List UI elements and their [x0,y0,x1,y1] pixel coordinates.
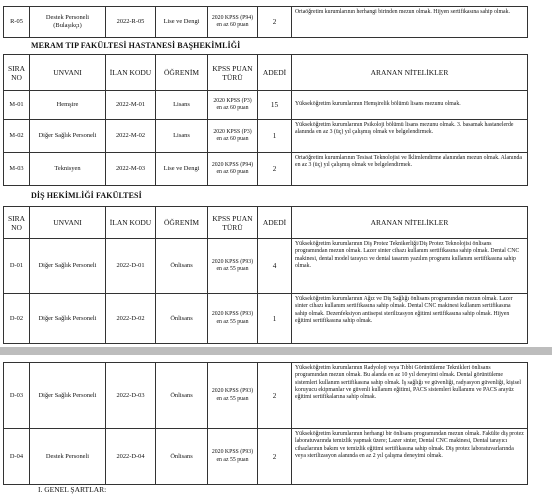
table-row [4,239,528,294]
ogrenim-cell: Lise ve Dengi [156,7,208,38]
kpss-cell: 2020 KPSS (P3) en az 60 puan [208,120,258,153]
ilan-cell: 2022-D-04 [106,429,156,485]
nitelik-cell: Yükseköğretim kurumlarının Hemşirelik bölümü lisans mezunu olmak. [292,91,528,120]
table-row [4,120,528,153]
page-break [0,347,552,355]
sira-cell: D-01 [4,239,30,294]
kpss-cell: 2020 KPSS (P3) en az 60 puan [208,91,258,120]
header-nitelik: ARANAN NİTELİKLER [292,207,528,239]
header-ogrenim: ÖĞRENİM [156,55,208,91]
sira-cell: D-02 [4,294,30,344]
ogrenim-cell: Önlisans [156,429,208,485]
dis-table [3,206,528,344]
header-unvan: UNVANI [30,207,106,239]
table-row [4,91,528,120]
table-header-row [4,207,528,239]
sira-cell: R-05 [4,7,30,38]
adet-cell: 2 [258,153,292,186]
unvan-cell: Hemşire [30,91,106,120]
ilan-cell: 2022-M-03 [106,153,156,186]
header-nitelik: ARANAN NİTELİKLER [292,55,528,91]
adet-cell: 15 [258,91,292,120]
header-adet: ADEDİ [258,207,292,239]
meram-section-title: MERAM TIP FAKÜLTESİ HASTANESİ BAŞHEKİMLİĞİ [31,41,241,50]
kpss-cell: 2020 KPSS (P93) en az 55 puan [208,363,258,429]
sira-cell: M-03 [4,153,30,186]
nitelik-cell: Ortaöğretim kurumlarının Tesisat Teknolojisi ve İklimlendirme alanından mezun olmak. Alanında en az 3 (üç) yıl çalışmış olmak ve belgelendirmek. [292,153,528,186]
header-ogrenim: ÖĞRENİM [156,207,208,239]
ogrenim-cell: Önlisans [156,239,208,294]
unvan-cell: Diğer Sağlık Personeli [30,120,106,153]
ogrenim-cell: Önlisans [156,294,208,344]
unvan-cell: Diğer Sağlık Personeli [30,239,106,294]
adet-cell: 1 [258,294,292,344]
unvan-cell: Diğer Sağlık Personeli [30,294,106,344]
header-ilan: İLAN KODU [106,55,156,91]
header-kpss: KPSS PUAN TÜRÜ [208,55,258,91]
nitelik-cell: Yükseköğretim kurumlarının Diş Protez Teknikerliği/Diş Protez Teknolojisi önlisans programından mezun olmak. Lazer sinter cihazı kullanım sertifikasına sahip olmak. Dental CNC makinesi, dental model tarayıcı ve dental tasarım yazılım programı kullanım sertifikasına sahip olmak. [292,239,528,294]
adet-cell: 1 [258,120,292,153]
dis-section-title: DİŞ HEKİMLİĞİ FAKÜLTESİ [31,191,142,200]
header-kpss: KPSS PUAN TÜRÜ [208,207,258,239]
ilan-cell: 2022-D-01 [106,239,156,294]
sira-cell: M-01 [4,91,30,120]
nitelik-cell: Yükseköğretim kurumlarının Ağız ve Diş Sağlığı önlisans programından mezun olmak. Lazer sinter cihazı kullanım sertifikasına sahip olmak. Dental CNC makinesi kullanım sertifikasına sahip olmak. Dezenfeksiyon antisepsi sterilizasyon eğitimi sertifikasına sahip olmak. Hijyen eğitimi sertifikasına sahip olmak. [292,294,528,344]
header-adet: ADEDİ [258,55,292,91]
header-ilan: İLAN KODU [106,207,156,239]
table-row [4,429,528,485]
unvan-cell: Destek Personeli [30,429,106,485]
ogrenim-cell: Lisans [156,91,208,120]
adet-cell: 2 [258,7,292,38]
table-row [4,294,528,344]
unvan-cell: Diğer Sağlık Personeli [30,363,106,429]
ilan-cell: 2022-D-03 [106,363,156,429]
nitelik-cell: Yükseköğretim kurumlarının Psikoloji bölümü lisans mezunu olmak. 3. basamak hastanelerde alanında en az 3 (üç) yıl çalışmış olmak ve belgelendirmek. [292,120,528,153]
ilan-cell: 2022-R-05 [106,7,156,38]
sira-cell: D-03 [4,363,30,429]
nitelik-cell: Yükseköğretim kurumlarının Radyoloji veya Tıbbi Görüntüleme Teknikleri önlisans programından mezun olmak. Bu alanda en az 10 yıl deneyimi olmak. Dental görüntüleme sistemleri kullanım sertifikasına sahip olmak. İş sağlığı ve güvenliği, radyasyon güvenliği, kişisel koruyucu ekipmanlar ve güvenli kullanım eğitimi, PACS sistemleri kullanımı ve PACS arayüz eğitimi sertifikalarına sahip olmak. [292,363,528,429]
kpss-cell: 2020 KPSS (P93) en az 55 puan [208,429,258,485]
nitelik-cell: Ortaöğretim kurumlarının herhangi birinden mezun olmak. Hijyen sertifikasına sahip olmak. [292,7,528,38]
ilan-cell: 2022-M-01 [106,91,156,120]
adet-cell: 2 [258,429,292,485]
ogrenim-cell: Lise ve Dengi [156,153,208,186]
ilan-cell: 2022-D-02 [106,294,156,344]
adet-cell: 4 [258,239,292,294]
header-sira: SIRA NO [4,55,30,91]
ogrenim-cell: Önlisans [156,363,208,429]
nitelik-cell: Yükseköğretim kurumlarının herhangi bir önlisans programından mezun olmak. Fakülte diş protez laboratuvarında temizlik yapmak üzere; Lazer sinter, Dental CNC makinesi, Dental tarayıcı cihazlarının bakım ve temizlik eğitimi sertifikasına sahip olmak. Diş protez laboratuvarlarında veya sterilizasyon alanında en az 2 yıl çalışma deneyimi olmak. [292,429,528,485]
header-sira: SIRA NO [4,207,30,239]
table-row [4,363,528,429]
dis-table-continued [3,362,528,485]
table-header-row [4,55,528,91]
sira-cell: D-04 [4,429,30,485]
kpss-cell: 2020 KPSS (P94) en az 60 puan [208,7,258,38]
kpss-cell: 2020 KPSS (P93) en az 55 puan [208,294,258,344]
header-unvan: UNVANI [30,55,106,91]
general-conditions-heading: I. GENEL ŞARTLAR: [38,485,107,494]
unvan-cell: Teknisyen [30,153,106,186]
kpss-cell: 2020 KPSS (P94) en az 60 puan [208,153,258,186]
adet-cell: 2 [258,363,292,429]
meram-table [3,54,528,186]
table-row [4,7,528,38]
sira-cell: M-02 [4,120,30,153]
kpss-cell: 2020 KPSS (P93) en az 55 puan [208,239,258,294]
ilan-cell: 2022-M-02 [106,120,156,153]
unvan-cell: Destek Personeli (Bulaşıkçı) [30,7,106,38]
top-continuation-table [3,6,528,38]
ogrenim-cell: Lisans [156,120,208,153]
table-row [4,153,528,186]
